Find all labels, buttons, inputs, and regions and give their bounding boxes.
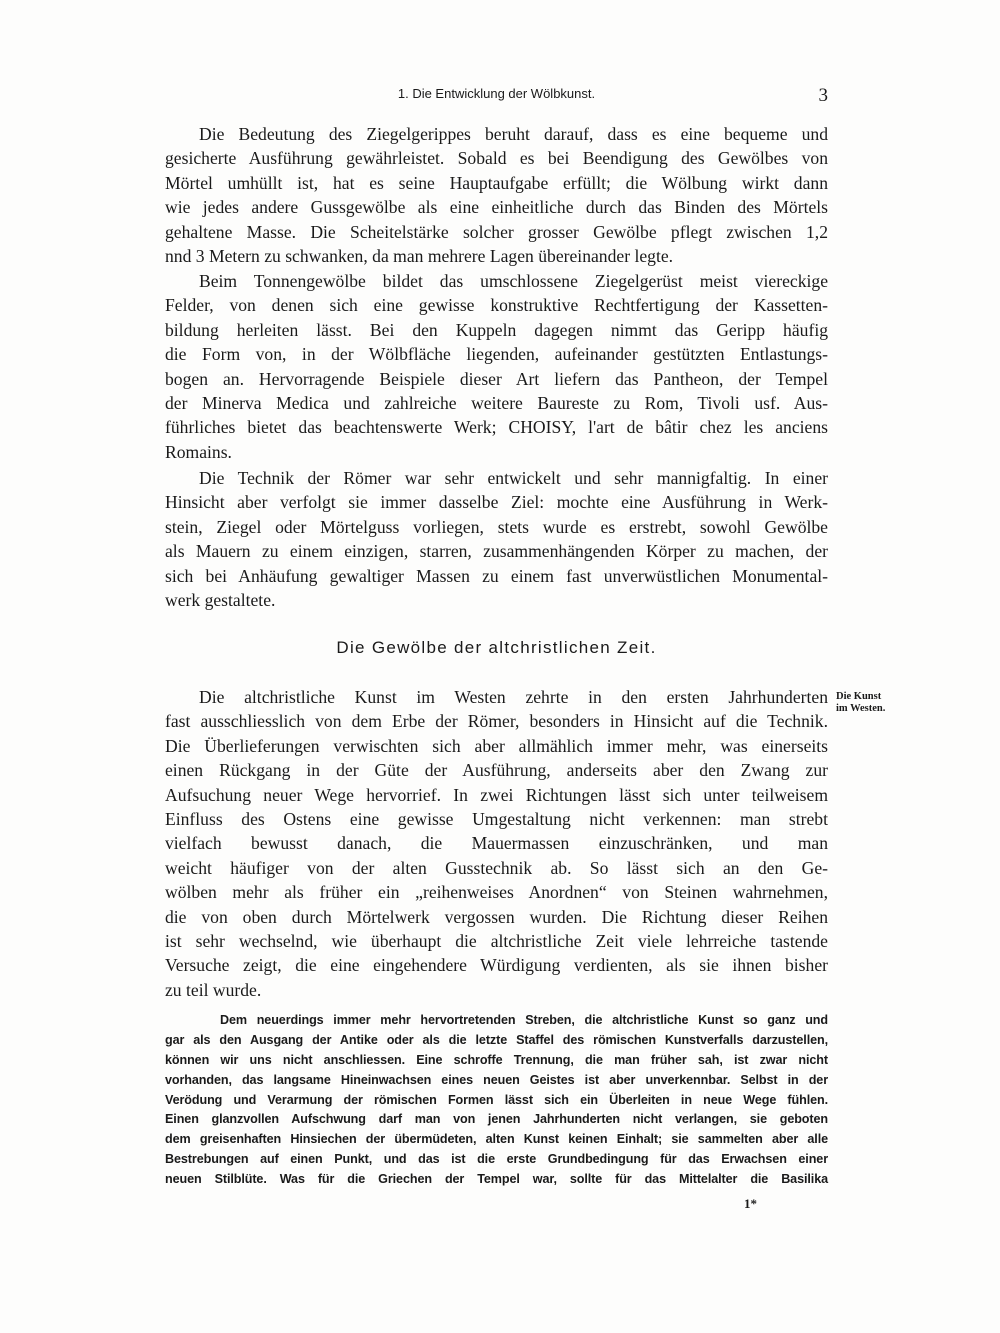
text-line: Die Überlieferungen verwischten sich aber allmählich immer mehr, was einerseits bbox=[165, 735, 828, 756]
text-line: Beim Tonnengewölbe bildet das umschlossene Ziegelgerüst meist viereckige bbox=[199, 271, 828, 291]
text-line: bogen an. Hervorragende Beispiele dieser Art liefern das Pantheon, der Tempel bbox=[165, 368, 828, 389]
text-line: Mörtel umhüllt ist, hat es seine Hauptaufgabe erfüllt; die Wölbung wirkt dann bbox=[165, 172, 828, 193]
text-line: Aufsuchung neuer Wege hervorrief. In zwei Richtungen lässt sich unter teilweisem bbox=[165, 784, 828, 805]
paragraph-3 bbox=[165, 466, 828, 612]
text-line: Die Technik der Römer war sehr entwickelt und sehr mannigfaltig. In einer bbox=[199, 468, 828, 488]
text-line: zu teil wurde. bbox=[165, 979, 262, 1000]
text-line: neuen Stilblüte. Was für die Griechen der Tempel war, sollte für das Mittelalter die Basilika bbox=[165, 1172, 828, 1187]
running-title: 1. Die Entwicklung der Wölbkunst. bbox=[397, 86, 596, 101]
text-line: Die Bedeutung des Ziegelgerippes beruht darauf, dass es eine bequeme und bbox=[199, 124, 828, 144]
text-line: Romains. bbox=[165, 441, 232, 462]
text-line: dem greisenhaften Hinsiechen der übermüdeten, alten Kunst keinen Einhalt; sie sammelten aber alle bbox=[165, 1132, 828, 1147]
text-line: Einfluss des Ostens eine gewisse Umgestaltung nicht verkennen: man strebt bbox=[165, 808, 828, 829]
text-line: der Minerva Medica und zahlreiche weitere Baureste zu Rom, Tivoli usf. Aus- bbox=[165, 392, 828, 413]
text-line: Die altchristliche Kunst im Westen zehrte in den ersten Jahrhunderten bbox=[199, 687, 828, 707]
margin-note bbox=[836, 691, 885, 715]
text-line: vorhanden, das langsame Hineinwachsen eines neuen Geistes ist aber unverkennbar. Selbst in der bbox=[165, 1072, 828, 1087]
text-line: fast ausschliesslich von dem Erbe der Römer, besonders in Hinsicht auf die Technik. bbox=[165, 711, 828, 732]
small-print-note bbox=[165, 1011, 828, 1190]
margin-note-line: Die Kunst bbox=[836, 691, 882, 702]
text-line: stein, Ziegel oder Mörtelguss vorliegen, stets wurde es erstrebt, sowohl Gewölbe bbox=[165, 516, 828, 537]
text-line: die Form von, in der Wölbfläche liegenden, aufeinander gestützten Entlastungs- bbox=[165, 344, 828, 365]
text-line: können wir uns nicht anschliessen. Eine schroffe Trennung, die man früher sah, ist zwar nicht bbox=[165, 1052, 828, 1067]
text-line: wie jedes andere Gussgewölbe als eine einheitliche durch das Binden des Mörtels bbox=[165, 197, 828, 218]
text-line: bildung herleiten lässt. Bei den Kuppeln dagegen nimmt das Geripp häufig bbox=[165, 319, 828, 340]
paragraph-2 bbox=[165, 269, 828, 464]
text-line: gesicherte Ausführung gewährleistet. Sobald es bei Beendigung des Gewölbes von bbox=[165, 148, 828, 169]
text-line: Felder, von denen sich eine gewisse konstruktive Rechtfertigung der Kassetten- bbox=[165, 295, 828, 316]
paragraph-1 bbox=[165, 122, 828, 268]
text-line: Dem neuerdings immer mehr hervortretenden Streben, die altchristliche Kunst so ganz und bbox=[220, 1013, 828, 1027]
text-line: sich bei Anhäufung gewaltiger Massen zu einem fast unverwüstlichen Monumental- bbox=[165, 565, 828, 586]
section-heading: Die Gewölbe der altchristlichen Zeit. bbox=[336, 638, 657, 657]
text-line: führliches bietet das beachtenswerte Werk; CHOISY, l'art de bâtir chez les anciens bbox=[165, 417, 828, 438]
text-line: werk gestaltete. bbox=[165, 589, 276, 610]
text-line: Einen glanzvollen Aufschwung darf man von jenen Jahrhunderten nicht verlangen, sie geboten bbox=[165, 1112, 828, 1127]
text-line: die von oben durch Mörtelwerk vergossen wurden. Die Richtung dieser Reihen bbox=[165, 906, 828, 927]
text-line: als Mauern zu einem einzigen, starren, zusammenhängenden Körper zu machen, der bbox=[165, 541, 828, 562]
page-number: 3 bbox=[818, 85, 828, 106]
text-line: Verödung und Verarmung der römischen Formen lässt sich ein Überleiten in neue Wege fühlen. bbox=[165, 1092, 828, 1107]
text-line: Bestrebungen auf einen Punkt, und das ist die erste Grundbedingung für das Erwachsen einer bbox=[165, 1152, 828, 1167]
text-line: Versuche zeigt, die eine eingehendere Würdigung verdienten, als sie ihnen bisher bbox=[165, 955, 828, 976]
text-line: wölben mehr als früher ein „reihenweises Anordnen“ von Steinen wahrnehmen, bbox=[165, 882, 828, 903]
text-line: gehaltene Masse. Die Scheitelstärke solcher grosser Gewölbe pflegt zwischen 1,2 bbox=[165, 221, 828, 242]
text-line: ist sehr wechselnd, wie überhaupt die altchristliche Zeit viele lehrreiche tastende bbox=[165, 930, 828, 951]
margin-note-line: im Westen. bbox=[836, 703, 886, 714]
text-line: vielfach bewusst danach, die Mauermassen einzuschränken, und man bbox=[165, 833, 828, 854]
text-line: gar als den Ausgang der Antike oder als die letzte Staffel des römischen Kunstverfalls darzustellen, bbox=[165, 1032, 828, 1047]
section-paragraph bbox=[165, 685, 828, 1002]
text-line: weicht häufiger von der alten Gusstechnik ab. So lässt sich an den Ge- bbox=[165, 857, 828, 878]
signature-mark: 1* bbox=[744, 1196, 757, 1211]
text-line: einen Rückgang in der Güte der Ausführung, anderseits aber den Zwang zur bbox=[165, 760, 828, 781]
text-line: nnd 3 Metern zu schwanken, da man mehrere Lagen übereinander legte. bbox=[165, 245, 674, 266]
text-line: Hinsicht aber verfolgt sie immer dasselbe Ziel: mochte eine Ausführung in Werk- bbox=[165, 492, 828, 513]
